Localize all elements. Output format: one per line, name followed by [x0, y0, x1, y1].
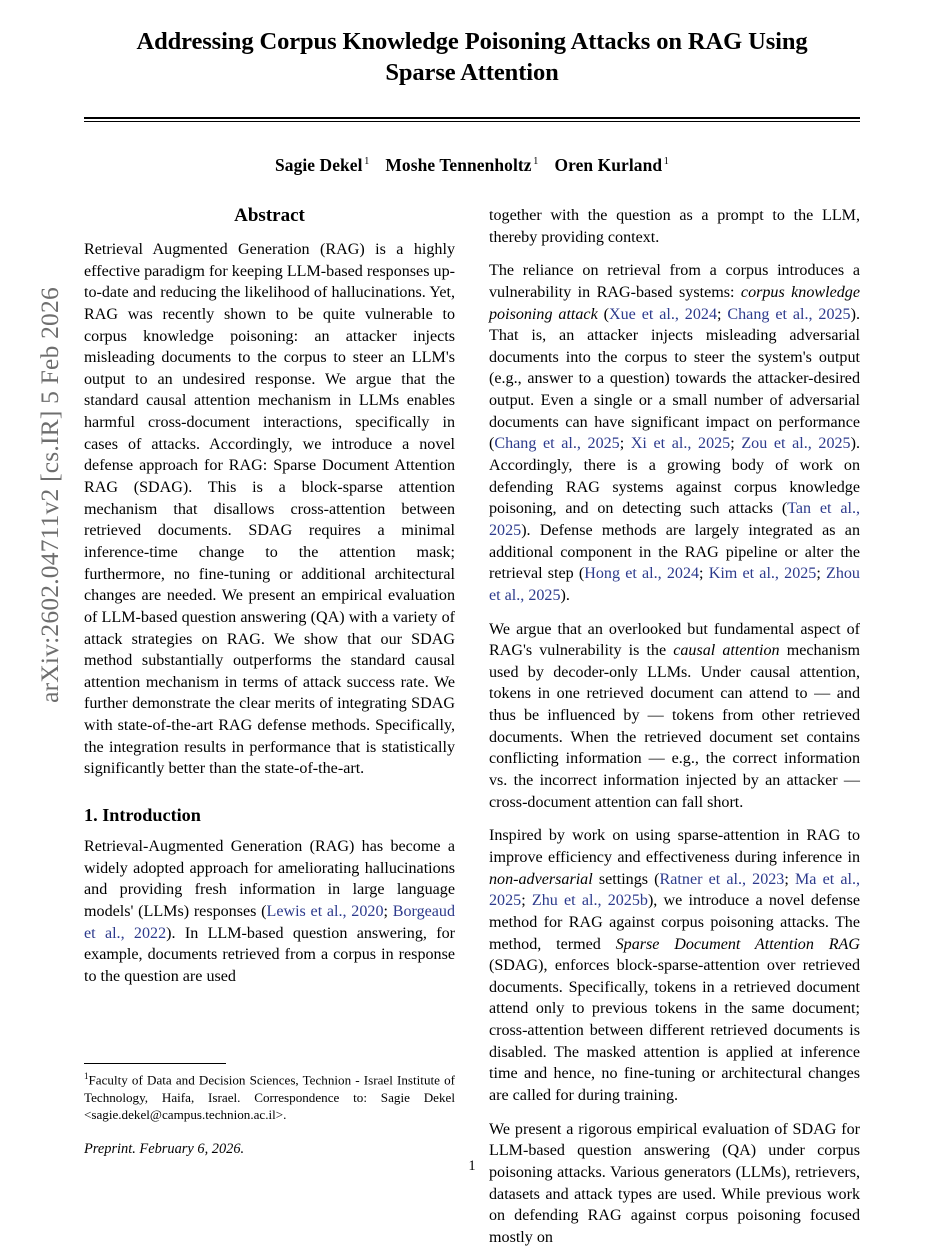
author-entry [275, 155, 369, 175]
term-non-adversarial: non-adversarial [489, 870, 593, 888]
author-name: Moshe Tennenholtz [385, 154, 532, 175]
author-affiliation-marker: 1 [663, 156, 669, 168]
para4-text-d: (SDAG), enforces block-sparse-attention over retrieved documents. Specifically, tokens in a retrieved document attend only to previous tokens in the same document; cross-attention between different retrieved documents is disabled. The masked attention is applied at inference time and hence, no fine-tuning or architectural changes are called for during training. [489, 957, 860, 1104]
para2-text-e: ). Accordingly, there is a growing body of work on defending RAG systems against corpus knowledge poisoning, and on detecting such attacks ( [489, 435, 860, 518]
section-heading-introduction: 1. Introduction [84, 805, 201, 826]
para4-text-b: settings ( [592, 870, 660, 888]
para2-text-d: ). That is, an attacker injects misleading adversarial documents into the corpus to steer the system's output (e.g., answer to a question) towards the attacker-desired output. Even a single or a small number of adversarial documents can have significant impact on performance ( [489, 305, 860, 453]
citation-zou-2025[interactable]: Zou et al., 2025 [741, 435, 851, 453]
arxiv-identifier-stamp: arXiv:2602.04711v2 [cs.IR] 5 Feb 2026 [35, 287, 64, 703]
footnote-rule [84, 1063, 226, 1064]
para4-text-c: ), we introduce a novel defense method for RAG against corpus poisoning attacks. The method, termed [489, 892, 860, 953]
abstract-heading: Abstract [234, 205, 305, 226]
title-block [84, 0, 860, 176]
term-sparse-document-attention-rag: Sparse Document Attention RAG [615, 935, 860, 953]
footnote-marker: 1 [84, 1071, 89, 1081]
right-paragraph-3 [489, 619, 860, 814]
citation-xi-2025[interactable]: Xi et al., 2025 [630, 435, 731, 453]
author-entry [385, 155, 538, 175]
author-name: Oren Kurland [554, 154, 663, 175]
intro-paragraph-1 [84, 836, 455, 987]
abstract-block [84, 205, 455, 780]
citation-chang-2025[interactable]: Chang et al., 2025 [727, 305, 851, 323]
term-causal-attention: causal attention [673, 642, 780, 660]
intro-text-b: ). In LLM-based question answering, for example, documents retrieved from a corpus in response to the question are used [84, 924, 455, 985]
para2-text-a: The reliance on retrieval from a corpus introduces a vulnerability in RAG-based systems: [489, 262, 860, 301]
author-name: Sagie Dekel [275, 154, 363, 175]
right-paragraph-1: together with the question as a prompt to the LLM, thereby providing context. [489, 207, 860, 246]
header-rule [84, 117, 860, 122]
citation-xue-2024[interactable]: Xue et al., 2024 [609, 305, 717, 323]
footnote-affiliation [84, 1071, 455, 1124]
citation-zhu-2025b[interactable]: Zhu et al., 2025b [531, 892, 648, 910]
author-entry [554, 155, 669, 175]
page-number: 1 [468, 1158, 476, 1174]
citation-separator: ; [383, 902, 393, 920]
para3-text-b: mechanism used by decoder-only LLMs. Under causal attention, tokens in one retrieved document can attend to — and thus be influenced by — tokens from other retrieved documents. When the retrieved document set contains conflicting information — e.g., the correct information vs. the incorrect information injected by an attacker — cross-document attention can fall short. [489, 642, 860, 811]
citation-separator: ; [521, 892, 532, 910]
para2-text-g: ). [560, 586, 570, 604]
preprint-notice: Preprint. February 6, 2026. [84, 1140, 245, 1157]
citation-tan-2025[interactable]: Tan et al., 2025 [489, 500, 860, 539]
citation-lewis-2020[interactable]: Lewis et al., 2020 [266, 902, 384, 920]
page-title: Addressing Corpus Knowledge Poisoning Attacks on RAG Using Sparse Attention [136, 28, 808, 87]
citation-kim-2025[interactable]: Kim et al., 2025 [708, 565, 817, 583]
right-paragraph-5: We present a rigorous empirical evaluation of SDAG for LLM-based question answering (QA) under corpus poisoning attacks. Various generators (LLMs), retrievers, datasets and attack types are used. While previous work on defending RAG against corpus poisoning focused mostly on [489, 1120, 860, 1246]
right-paragraph-2 [489, 260, 860, 606]
citation-ma-2025[interactable]: Ma et al., 2025 [489, 870, 860, 910]
paper-page [84, 0, 860, 1246]
citation-chang-2025-b[interactable]: Chang et al., 2025 [494, 435, 620, 453]
term-corpus-knowledge-poisoning-attack: corpus knowledge poisoning attack [489, 283, 860, 323]
para2-text-f: ). Defense methods are largely integrated as an additional component in the RAG pipeline or alter the retrieval step ( [489, 521, 860, 583]
abstract-paragraph: Retrieval Augmented Generation (RAG) is a highly effective paradigm for keeping LLM-based responses up-to-date and reducing the likelihood of hallucinations. Yet, RAG was recently shown to be quite vulnerable to corpus knowledge poisoning: an attacker injects misleading documents to the corpus to steer an LLM's output to an undesired response. We argue that the standard causal attention mechanism in LLMs enables harmful cross-document interactions, specifically in cases of attacks. Accordingly, we introduce a novel defense approach for RAG: Sparse Document Attention RAG (SDAG). This is a block-sparse attention mechanism that disallows cross-attention between retrieved documents. SDAG requires a minimal inference-time change to the attention mask; furthermore, no fine-tuning or additional architectural changes are needed. We present an empirical evaluation of LLM-based question answering (QA) with a variety of attack strategies on RAG. We show that our SDAG method substantially outperforms the standard causal attention mechanism in terms of attack success rate. We further demonstrate the clear merits of integrating SDAG with state-of-the-art RAG defense methods. Specifically, the integration results in performance that is statistically significantly better than the state-of-the-art. [84, 241, 455, 778]
right-column [489, 205, 860, 1260]
citation-separator: ; [619, 435, 631, 453]
author-affiliation-marker: 1 [364, 156, 370, 168]
para4-text-a: Inspired by work on using sparse-attention in RAG to improve efficiency and effectiveness during inference in [489, 827, 860, 866]
footnote-block [84, 1063, 455, 1158]
citation-separator: ; [699, 565, 709, 583]
citation-separator: ; [730, 435, 742, 453]
author-affiliation-marker: 1 [533, 156, 539, 168]
citation-borgeaud-2022[interactable]: Borgeaud et al., 2022 [84, 902, 455, 942]
citation-separator: ; [816, 565, 826, 583]
author-list [84, 155, 860, 176]
right-paragraph-4 [489, 825, 860, 1106]
citation-hong-2024[interactable]: Hong et al., 2024 [584, 565, 700, 583]
para2-text-b: ( [597, 305, 609, 323]
citation-separator: ; [784, 870, 795, 888]
citation-separator: ; [717, 305, 728, 323]
citation-zhou-2025[interactable]: Zhou et al., 2025 [489, 565, 860, 604]
para3-text-a: We argue that an overlooked but fundamental aspect of RAG's vulnerability is the [489, 620, 860, 660]
citation-ratner-2023[interactable]: Ratner et al., 2023 [659, 870, 785, 888]
intro-text-a: Retrieval-Augmented Generation (RAG) has become a widely adopted approach for ameliorating hallucinations and providing fresh information in large language models' (LLMs) responses ( [84, 838, 455, 920]
footnote-affiliation-text: Faculty of Data and Decision Sciences, Technion - Israel Institute of Technology, Haifa, Israel. Correspondence to: Sagie Dekel <sagie.dekel@campus.technion.ac.il>. [84, 1072, 455, 1123]
